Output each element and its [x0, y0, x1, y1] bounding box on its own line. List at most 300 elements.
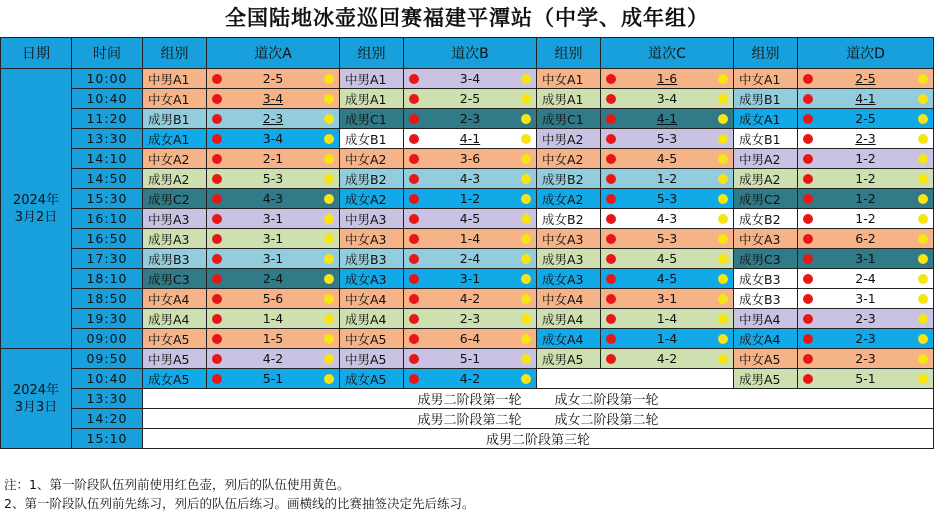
- lane-cell[interactable]: [601, 209, 734, 229]
- red-stone-icon: [212, 254, 222, 264]
- yellow-stone-icon: [918, 114, 928, 124]
- red-stone-icon: [606, 114, 616, 124]
- time-cell[interactable]: 18:50: [72, 289, 143, 309]
- lane-cell[interactable]: [798, 229, 934, 249]
- table-row: [1, 409, 934, 429]
- lane-cell[interactable]: [404, 129, 537, 149]
- time-cell[interactable]: 10:00: [72, 69, 143, 89]
- group-cell[interactable]: 成男C2: [143, 189, 207, 209]
- lane-cell[interactable]: [404, 309, 537, 329]
- yellow-stone-icon: [521, 334, 531, 344]
- date-cell[interactable]: [1, 349, 72, 449]
- group-cell[interactable]: 成男B3: [143, 249, 207, 269]
- yellow-stone-icon: [521, 374, 531, 384]
- lane-cell[interactable]: [601, 149, 734, 169]
- sheet-pairing: 1-2: [855, 151, 876, 166]
- time-cell[interactable]: 14:20: [72, 409, 143, 429]
- lane-cell[interactable]: [798, 89, 934, 109]
- date-line: 3月3日: [14, 399, 58, 415]
- sheet-pairing: 4-5: [656, 251, 678, 266]
- time-cell[interactable]: 10:40: [72, 89, 143, 109]
- group-cell[interactable]: 中女A3: [537, 229, 601, 249]
- lane-cell[interactable]: [207, 269, 340, 289]
- lane-cell[interactable]: [798, 369, 934, 389]
- lane-cell[interactable]: [207, 209, 340, 229]
- lane-cell[interactable]: [207, 69, 340, 89]
- sheet-pairing: 3-4: [262, 131, 284, 146]
- group-cell[interactable]: 成男A1: [537, 89, 601, 109]
- table-row: [1, 109, 934, 129]
- group-cell[interactable]: 成男A4: [143, 309, 207, 329]
- group-cell[interactable]: 成女B2: [734, 209, 798, 229]
- yellow-stone-icon: [521, 294, 531, 304]
- red-stone-icon: [212, 334, 222, 344]
- yellow-stone-icon: [718, 174, 728, 184]
- sheet-pairing: 2-4: [459, 251, 481, 266]
- yellow-stone-icon: [718, 274, 728, 284]
- yellow-stone-icon: [521, 114, 531, 124]
- lane-cell[interactable]: [207, 349, 340, 369]
- date-line: 2024年: [12, 192, 60, 208]
- yellow-stone-icon: [918, 174, 928, 184]
- lane-cell[interactable]: [798, 249, 934, 269]
- lane-cell[interactable]: [207, 149, 340, 169]
- yellow-stone-icon: [718, 94, 728, 104]
- sheet-pairing: 4-5: [656, 271, 678, 286]
- sheet-pairing: 6-2: [855, 231, 876, 246]
- red-stone-icon: [606, 354, 616, 364]
- sheet-pairing: 2-3: [855, 131, 876, 146]
- red-stone-icon: [606, 134, 616, 144]
- group-cell[interactable]: 成女A1: [143, 129, 207, 149]
- red-stone-icon: [606, 214, 616, 224]
- group-cell[interactable]: 中男A5: [143, 349, 207, 369]
- table-row: [1, 369, 934, 389]
- group-cell[interactable]: 成男A4: [537, 309, 601, 329]
- stage-two-cell[interactable]: 成男二阶段第二轮 成女二阶段第二轮: [143, 409, 934, 429]
- red-stone-icon: [803, 374, 813, 384]
- lane-cell[interactable]: [404, 289, 537, 309]
- footnote-1: 注：1、第一阶段队伍列前使用红色壶，列后的队伍使用黄色。: [4, 477, 350, 492]
- group-cell[interactable]: 成男A1: [340, 89, 404, 109]
- group-cell[interactable]: 成男B2: [537, 169, 601, 189]
- sheet-pairing: 4-1: [656, 111, 678, 126]
- sheet-pairing: 3-6: [459, 151, 481, 166]
- sheet-pairing: 1-5: [262, 331, 284, 346]
- red-stone-icon: [409, 374, 419, 384]
- group-cell[interactable]: 中女A4: [340, 289, 404, 309]
- sheet-pairing: 1-4: [656, 311, 678, 326]
- stage-two-cell[interactable]: 成男二阶段第三轮: [143, 429, 934, 449]
- header-cell[interactable]: 道次D: [798, 38, 934, 69]
- header-cell[interactable]: 日期: [1, 38, 72, 69]
- yellow-stone-icon: [718, 114, 728, 124]
- group-cell[interactable]: 中女A3: [340, 229, 404, 249]
- group-cell[interactable]: 中女A5: [143, 329, 207, 349]
- yellow-stone-icon: [718, 294, 728, 304]
- red-stone-icon: [212, 274, 222, 284]
- red-stone-icon: [409, 94, 419, 104]
- time-cell[interactable]: 10:40: [72, 369, 143, 389]
- red-stone-icon: [606, 194, 616, 204]
- sheet-pairing: 1-2: [855, 171, 876, 186]
- red-stone-icon: [409, 334, 419, 344]
- lane-cell[interactable]: [207, 189, 340, 209]
- group-cell[interactable]: 中女A3: [734, 229, 798, 249]
- sheet-pairing: 1-4: [459, 231, 481, 246]
- table-row: [1, 229, 934, 249]
- sheet-pairing: 5-1: [459, 351, 481, 366]
- table-row: [1, 269, 934, 289]
- lane-cell[interactable]: [601, 229, 734, 249]
- lane-cell[interactable]: [798, 309, 934, 329]
- group-cell[interactable]: 中男A4: [734, 309, 798, 329]
- red-stone-icon: [212, 134, 222, 144]
- lane-cell[interactable]: [601, 309, 734, 329]
- sheet-pairing: 1-6: [656, 71, 678, 86]
- empty-cell[interactable]: [537, 369, 734, 389]
- lane-cell[interactable]: [798, 289, 934, 309]
- sheet-pairing: 2-3: [459, 311, 481, 326]
- schedule-table: [0, 37, 934, 449]
- lane-cell[interactable]: [207, 309, 340, 329]
- red-stone-icon: [803, 174, 813, 184]
- group-cell[interactable]: 成男A3: [143, 229, 207, 249]
- lane-cell[interactable]: [404, 249, 537, 269]
- lane-cell[interactable]: [404, 329, 537, 349]
- group-cell[interactable]: 成女B1: [734, 129, 798, 149]
- group-cell[interactable]: 成男B1: [143, 109, 207, 129]
- sheet-pairing: 1-2: [459, 191, 481, 206]
- lane-cell[interactable]: [207, 169, 340, 189]
- group-cell[interactable]: 中男A3: [143, 209, 207, 229]
- sheet-pairing: 5-3: [656, 191, 678, 206]
- sheet-pairing: 1-2: [855, 211, 876, 226]
- sheet-pairing: 3-1: [262, 231, 284, 246]
- time-cell[interactable]: 09:00: [72, 329, 143, 349]
- lane-cell[interactable]: [207, 289, 340, 309]
- yellow-stone-icon: [324, 74, 334, 84]
- time-cell[interactable]: 18:10: [72, 269, 143, 289]
- header-cell[interactable]: 组别: [537, 38, 601, 69]
- yellow-stone-icon: [918, 154, 928, 164]
- stage-two-cell[interactable]: 成男二阶段第一轮 成女二阶段第一轮: [143, 389, 934, 409]
- red-stone-icon: [409, 74, 419, 84]
- yellow-stone-icon: [521, 154, 531, 164]
- yellow-stone-icon: [521, 214, 531, 224]
- group-cell[interactable]: 成女A3: [537, 269, 601, 289]
- sheet-pairing: 4-3: [459, 171, 481, 186]
- group-cell[interactable]: 成男B3: [340, 249, 404, 269]
- lane-cell[interactable]: [207, 249, 340, 269]
- group-cell[interactable]: 中男A2: [734, 149, 798, 169]
- red-stone-icon: [212, 174, 222, 184]
- group-cell[interactable]: 成女B2: [537, 209, 601, 229]
- red-stone-icon: [606, 314, 616, 324]
- red-stone-icon: [212, 94, 222, 104]
- group-cell[interactable]: 中男A1: [143, 69, 207, 89]
- red-stone-icon: [409, 314, 419, 324]
- lane-cell[interactable]: [601, 129, 734, 149]
- lane-cell[interactable]: [404, 189, 537, 209]
- red-stone-icon: [212, 74, 222, 84]
- lane-cell[interactable]: [798, 189, 934, 209]
- red-stone-icon: [803, 234, 813, 244]
- lane-cell[interactable]: [207, 109, 340, 129]
- yellow-stone-icon: [918, 374, 928, 384]
- sheet-pairing: 3-1: [459, 271, 481, 286]
- lane-cell[interactable]: [404, 229, 537, 249]
- table-row: [1, 169, 934, 189]
- sheet-pairing: 4-2: [262, 351, 284, 366]
- yellow-stone-icon: [324, 254, 334, 264]
- sheet-pairing: 4-2: [656, 351, 678, 366]
- header-cell[interactable]: 道次C: [601, 38, 734, 69]
- yellow-stone-icon: [521, 254, 531, 264]
- sheet-pairing: 2-5: [459, 91, 481, 106]
- lane-cell[interactable]: [207, 229, 340, 249]
- yellow-stone-icon: [521, 134, 531, 144]
- red-stone-icon: [606, 174, 616, 184]
- lane-cell[interactable]: [404, 69, 537, 89]
- lane-cell[interactable]: [601, 89, 734, 109]
- table-row: [1, 349, 934, 369]
- group-cell[interactable]: 成女B1: [340, 129, 404, 149]
- group-cell[interactable]: 成男A5: [537, 349, 601, 369]
- time-cell[interactable]: 11:20: [72, 109, 143, 129]
- yellow-stone-icon: [918, 334, 928, 344]
- group-cell[interactable]: 成女A5: [143, 369, 207, 389]
- red-stone-icon: [606, 234, 616, 244]
- group-cell[interactable]: 成女B3: [734, 289, 798, 309]
- header-cell[interactable]: 组别: [734, 38, 798, 69]
- yellow-stone-icon: [324, 154, 334, 164]
- header-cell[interactable]: 道次A: [207, 38, 340, 69]
- lane-cell[interactable]: [207, 329, 340, 349]
- group-cell[interactable]: 中男A2: [537, 129, 601, 149]
- header-cell[interactable]: 时间: [72, 38, 143, 69]
- lane-cell[interactable]: [798, 329, 934, 349]
- yellow-stone-icon: [324, 354, 334, 364]
- header-cell[interactable]: 组别: [340, 38, 404, 69]
- group-cell[interactable]: 中女A4: [537, 289, 601, 309]
- time-cell[interactable]: 13:30: [72, 129, 143, 149]
- footnote-2: 2、第一阶段队伍列前先练习，列后的队伍后练习。画横线的比赛抽签决定先后练习。: [4, 496, 475, 511]
- group-cell[interactable]: 成女A4: [537, 329, 601, 349]
- red-stone-icon: [409, 254, 419, 264]
- yellow-stone-icon: [324, 134, 334, 144]
- lane-cell[interactable]: [601, 329, 734, 349]
- yellow-stone-icon: [718, 314, 728, 324]
- lane-cell[interactable]: [404, 109, 537, 129]
- red-stone-icon: [803, 154, 813, 164]
- sheet-pairing: 3-1: [656, 291, 678, 306]
- table-row: [1, 289, 934, 309]
- group-cell[interactable]: 成女A2: [340, 189, 404, 209]
- red-stone-icon: [409, 274, 419, 284]
- group-cell[interactable]: 成男B1: [734, 89, 798, 109]
- table-row: [1, 309, 934, 329]
- lane-cell[interactable]: [798, 349, 934, 369]
- lane-cell[interactable]: [601, 109, 734, 129]
- group-cell[interactable]: 中男A5: [340, 349, 404, 369]
- group-cell[interactable]: 成女A3: [340, 269, 404, 289]
- table-row: [1, 149, 934, 169]
- red-stone-icon: [212, 194, 222, 204]
- lane-cell[interactable]: [207, 369, 340, 389]
- red-stone-icon: [212, 234, 222, 244]
- yellow-stone-icon: [324, 234, 334, 244]
- time-cell[interactable]: 14:50: [72, 169, 143, 189]
- sheet-pairing: 3-1: [855, 291, 876, 306]
- red-stone-icon: [212, 114, 222, 124]
- sheet-pairing: 1-2: [656, 171, 678, 186]
- lane-cell[interactable]: [798, 149, 934, 169]
- yellow-stone-icon: [718, 134, 728, 144]
- lane-cell[interactable]: [798, 269, 934, 289]
- lane-cell[interactable]: [601, 249, 734, 269]
- time-cell[interactable]: 17:30: [72, 249, 143, 269]
- red-stone-icon: [803, 354, 813, 364]
- sheet-pairing: 3-4: [262, 91, 284, 106]
- group-cell[interactable]: 成女A2: [537, 189, 601, 209]
- lane-cell[interactable]: [601, 269, 734, 289]
- yellow-stone-icon: [918, 354, 928, 364]
- group-cell[interactable]: 成男A2: [143, 169, 207, 189]
- group-cell[interactable]: 成女B3: [734, 269, 798, 289]
- red-stone-icon: [409, 234, 419, 244]
- group-cell[interactable]: 中女A5: [340, 329, 404, 349]
- lane-cell[interactable]: [798, 109, 934, 129]
- group-cell[interactable]: 成女A1: [734, 109, 798, 129]
- sheet-pairing: 2-4: [855, 271, 876, 286]
- group-cell[interactable]: 中女A4: [143, 289, 207, 309]
- lane-cell[interactable]: [207, 89, 340, 109]
- group-cell[interactable]: 中女A1: [734, 69, 798, 89]
- time-cell[interactable]: 15:10: [72, 429, 143, 449]
- group-cell[interactable]: 中女A1: [537, 69, 601, 89]
- lane-cell[interactable]: [798, 209, 934, 229]
- yellow-stone-icon: [521, 174, 531, 184]
- time-cell[interactable]: 15:30: [72, 189, 143, 209]
- red-stone-icon: [409, 214, 419, 224]
- table-row: [1, 329, 934, 349]
- yellow-stone-icon: [324, 174, 334, 184]
- sheet-pairing: 1-4: [656, 331, 678, 346]
- group-cell[interactable]: 成男A4: [340, 309, 404, 329]
- lane-cell[interactable]: [404, 89, 537, 109]
- yellow-stone-icon: [718, 214, 728, 224]
- red-stone-icon: [409, 174, 419, 184]
- group-cell[interactable]: 中女A2: [143, 149, 207, 169]
- group-cell[interactable]: 成男C3: [143, 269, 207, 289]
- sheet-pairing: 5-3: [262, 171, 284, 186]
- group-cell[interactable]: 成女A5: [340, 369, 404, 389]
- group-cell[interactable]: 中女A2: [340, 149, 404, 169]
- lane-cell[interactable]: [601, 69, 734, 89]
- yellow-stone-icon: [918, 94, 928, 104]
- header-cell[interactable]: 道次B: [404, 38, 537, 69]
- red-stone-icon: [212, 314, 222, 324]
- yellow-stone-icon: [918, 214, 928, 224]
- header-cell[interactable]: 组别: [143, 38, 207, 69]
- red-stone-icon: [803, 254, 813, 264]
- lane-cell[interactable]: [601, 349, 734, 369]
- time-cell[interactable]: 14:10: [72, 149, 143, 169]
- yellow-stone-icon: [324, 294, 334, 304]
- time-cell[interactable]: 19:30: [72, 309, 143, 329]
- yellow-stone-icon: [324, 94, 334, 104]
- group-cell[interactable]: 成女A4: [734, 329, 798, 349]
- group-cell[interactable]: 中男A3: [340, 209, 404, 229]
- sheet-pairing: 2-5: [855, 71, 876, 86]
- group-cell[interactable]: 成男A2: [734, 169, 798, 189]
- group-cell[interactable]: 成男B2: [340, 169, 404, 189]
- group-cell[interactable]: 中男A1: [340, 69, 404, 89]
- time-cell[interactable]: 16:50: [72, 229, 143, 249]
- lane-cell[interactable]: [601, 189, 734, 209]
- time-cell[interactable]: 13:30: [72, 389, 143, 409]
- sheet-pairing: 6-4: [459, 331, 481, 346]
- yellow-stone-icon: [521, 354, 531, 364]
- group-cell[interactable]: 成男C1: [537, 109, 601, 129]
- lane-cell[interactable]: [404, 369, 537, 389]
- lane-cell[interactable]: [798, 129, 934, 149]
- sheet-pairing: 5-6: [262, 291, 284, 306]
- red-stone-icon: [803, 274, 813, 284]
- group-cell[interactable]: 中女A2: [537, 149, 601, 169]
- lane-cell[interactable]: [404, 209, 537, 229]
- sheet-pairing: 2-5: [855, 111, 876, 126]
- red-stone-icon: [212, 214, 222, 224]
- lane-cell[interactable]: [798, 169, 934, 189]
- table-row: [1, 429, 934, 449]
- lane-cell[interactable]: [404, 149, 537, 169]
- yellow-stone-icon: [718, 334, 728, 344]
- lane-cell[interactable]: [601, 169, 734, 189]
- group-cell[interactable]: 成男A5: [734, 369, 798, 389]
- time-cell[interactable]: 09:50: [72, 349, 143, 369]
- group-cell[interactable]: 中女A1: [143, 89, 207, 109]
- yellow-stone-icon: [918, 274, 928, 284]
- date-cell[interactable]: [1, 69, 72, 349]
- sheet-pairing: 4-5: [656, 151, 678, 166]
- time-cell[interactable]: 16:10: [72, 209, 143, 229]
- yellow-stone-icon: [324, 314, 334, 324]
- yellow-stone-icon: [718, 74, 728, 84]
- table-row: [1, 189, 934, 209]
- red-stone-icon: [212, 374, 222, 384]
- sheet-pairing: 5-3: [656, 231, 678, 246]
- group-cell[interactable]: 成男C1: [340, 109, 404, 129]
- sheet-pairing: 2-1: [262, 151, 284, 166]
- group-cell[interactable]: 成男C3: [734, 249, 798, 269]
- yellow-stone-icon: [718, 154, 728, 164]
- group-cell[interactable]: 中女A5: [734, 349, 798, 369]
- lane-cell[interactable]: [404, 269, 537, 289]
- yellow-stone-icon: [324, 274, 334, 284]
- group-cell[interactable]: 成男A3: [537, 249, 601, 269]
- lane-cell[interactable]: [404, 349, 537, 369]
- yellow-stone-icon: [521, 274, 531, 284]
- red-stone-icon: [212, 154, 222, 164]
- lane-cell[interactable]: [404, 169, 537, 189]
- lane-cell[interactable]: [798, 69, 934, 89]
- red-stone-icon: [409, 134, 419, 144]
- lane-cell[interactable]: [207, 129, 340, 149]
- group-cell[interactable]: 成男C2: [734, 189, 798, 209]
- lane-cell[interactable]: [601, 289, 734, 309]
